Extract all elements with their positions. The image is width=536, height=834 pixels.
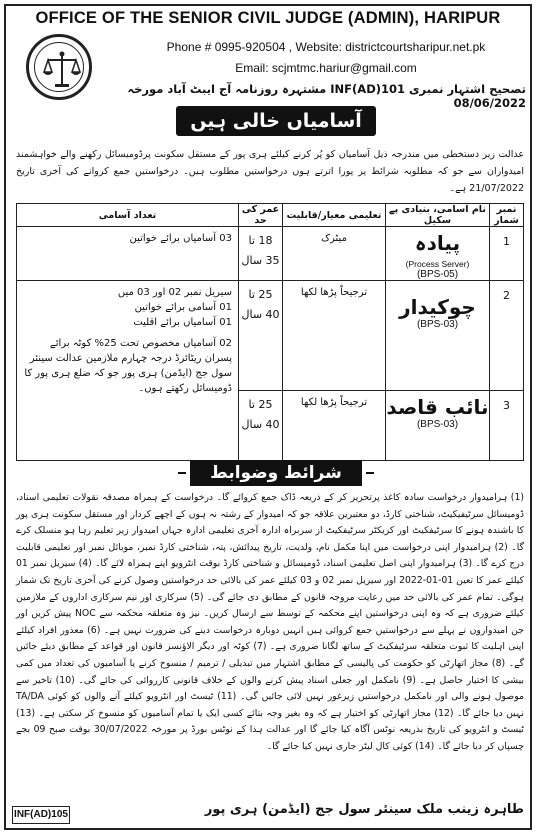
qualification-cell: ترجیحاً پڑھا لکھا bbox=[283, 391, 386, 461]
post-title: پیادہ bbox=[414, 231, 461, 255]
post-count-line: سیریل نمبر 02 اور 03 میں bbox=[117, 287, 232, 298]
qualification-cell: میٹرک bbox=[283, 227, 386, 281]
row-serial: 1 bbox=[490, 227, 524, 281]
pay-scale: (BPS-03) bbox=[416, 419, 459, 430]
vacancies-table bbox=[16, 203, 524, 461]
row-serial: 3 bbox=[490, 391, 524, 461]
header-qualification: تعلیمی معیار/قابلیت bbox=[283, 204, 386, 227]
table-row bbox=[17, 227, 524, 281]
qualification-cell: ترجیحاً پڑھا لکھا bbox=[283, 281, 386, 391]
pay-scale: (BPS-03) bbox=[416, 319, 459, 330]
post-count-line: 02 آسامیاں مخصوص تحت 25% کوٹہ برائے پسران ریٹائرڈ درجہ چہارم ملازمین عدالت سینئر سول جج (ایڈمن) ہری پور جو کہ ضلع ہری پور کا ڈومیسائل رکھتے ہوں۔ bbox=[24, 338, 232, 394]
header-age-limit: عمر کی حد bbox=[239, 204, 283, 227]
terms-body bbox=[16, 490, 524, 756]
post-subtitle: (Process Server) bbox=[405, 259, 470, 269]
email-line: Email: scjmtmc.hariur@gmail.com bbox=[235, 61, 417, 75]
terms-banner: شرائط وضوابط bbox=[190, 460, 362, 486]
table-header-row bbox=[17, 204, 524, 227]
header-serial: نمبر شمار bbox=[490, 204, 524, 227]
signature-line: طاہرہ زینب ملک سینئر سول جج (ایڈمن) ہری پور bbox=[204, 802, 524, 817]
age-cell bbox=[239, 391, 283, 461]
post-count-cell bbox=[17, 281, 239, 461]
post-count-line: 01 آسامی برائے خواتین bbox=[134, 302, 232, 313]
age-min: 18 تا bbox=[248, 234, 273, 247]
advertisement-page bbox=[4, 4, 532, 830]
age-max: 40 سال bbox=[241, 418, 280, 431]
scales-of-justice-icon bbox=[40, 48, 84, 92]
phone-website-line: Phone # 0995-920504 , Website: districtcourtsharipur.net.pk bbox=[166, 40, 486, 54]
intro-paragraph: عدالت زیر دستخطی میں مندرجہ ذیل آسامیاں کو پُر کرنے کیلئے ہری پور کے مستقل سکونت پرڈومیسائل رکھنے والے خواہشمند امیدواران سے جو کہ مطلوبہ شرائط پر پورا اترتے ہوں درخواستیں مطلوب ہیں۔ درخواستیں جمع کروانے کی آخری تاریخ 21/07/2022 ہے۔ bbox=[16, 149, 524, 194]
office-title: OFFICE OF THE SENIOR CIVIL JUDGE (ADMIN), HARIPUR bbox=[35, 9, 501, 27]
correction-notice: تصحیح اشتہار نمبری INF(AD)101 مشتہرہ روزنامہ آج ایبٹ آباد مورخہ 08/06/2022 bbox=[127, 82, 526, 110]
age-min: 25 تا bbox=[248, 288, 273, 301]
age-cell bbox=[239, 281, 283, 391]
reference-tag: INF(AD)105 bbox=[12, 806, 70, 824]
post-count-line: 03 آسامیاں برائے خواتین bbox=[129, 233, 232, 244]
row-serial: 2 bbox=[490, 281, 524, 391]
age-max: 35 سال bbox=[241, 254, 280, 267]
pay-scale: (BPS-05) bbox=[416, 269, 459, 280]
post-count-cell bbox=[17, 227, 239, 281]
post-name-cell bbox=[386, 227, 490, 281]
vacancies-banner: آسامیاں خالی ہیں bbox=[176, 106, 376, 136]
post-title: نائب قاصد bbox=[386, 395, 489, 419]
age-cell bbox=[239, 227, 283, 281]
header-post-count: تعداد آسامی bbox=[17, 204, 239, 227]
post-title: چوکیدار bbox=[399, 295, 476, 319]
terms-paragraph: (1) ہرامیدوار درخواست سادہ کاغذ پرتحریر کر کے ذریعہ ڈاک جمع کروائے گا۔ درخواست کے ہمراہ مصدقہ نقولات تعلیمی اسناد، ڈومیسائل سرٹیفیکیٹ، شناختی کارڈ، دو معتبرین علاقہ جو کہ امیدوار کے رشتہ نہ ہوں کے اچھے کردار اور مستقل سکونت ہری پور کا باشندہ ہونے کا سرٹیفکیٹ اور کریکٹر سرٹیفکیٹ از سربراہ ادارہ آخری تعلیمی ادارہ جہاں امیدوار زیر تعلیم رہا ہو منسلک کرے گا۔ (2) ہرامیدوار اپنی درخواست میں اپنا مکمل نام، ولدیت، تاریخ پیدائش، پتہ، شناختی کارڈ نمبر، موبائل نمبر اور تعلیمی قابلیت درج کرے گا۔ (3) ہرامیدوار اپنی اصل تعلیمی اسناد، ڈومیسائل و شناختی کارڈ بوقت انٹرویو اپنے ہمراہ لائے گا۔ (4) سیریل نمبر 01 کیلئے عمر کا تعین 01-01-2022 اور سیریل نمبر 02 و 03 کیلئے عمر کی بالائی حد درخواستیں وصول کرنے کی آخری تاریخ تک شمار ہوگی۔ تمام عمر کی بالائی حد میں رعایت مروجہ قانون کے مطابق دی جائے گی۔ (5) سرکاری اور نیم سرکاری اداروں کے ملازمین کیلئے ضروری ہے کہ وہ اپنی درخواستیں اپنے محکمہ کے توسط سے ارسال کریں۔ نیز وہ متعلقہ محکمہ سے NOC پیش کریں اور جن امیدواروں نے پہلے سے درخواستیں جمع کروائی ہیں انہیں دوبارہ درخواست دینے کی ضرورت نہیں ہے۔ (6) معذور افراد کیلئے اپنی اہلیت کا ثبوت متعلقہ سرٹیفکیٹ کے ساتھ لگانا ضروری ہے۔ (7) کوٹہ اور دیگر الاؤنسز قانون اور قواعد کے مطابق دیئے جائیں گے۔ (8) مجاز اتھارٹی کو حکومت کی پالیسی کے مطابق اشتہار میں تبدیلی / ترمیم / منسوخ کرنے یا آسامیوں کی تعداد میں کمی بیشی کا اختیار حاصل ہے۔ (9) نامکمل اور جعلی اسناد پیش کرنے والوں کے خلاف قانونی کارروائی کی جائے گی۔ (10) تاخیر سے موصول ہونے والی اور نامکمل درخواستیں زیرغور نہیں لائی جائیں گی۔ (11) ٹیسٹ اور انٹرویو کیلئے آنے والوں کو کوئی TA/DA نہیں دیا جائے گا۔ (12) مجاز اتھارٹی کو اختیار ہے کہ وہ بغیر وجہ بتائے کسی ایک یا تمام آسامیوں کو منسوخ کر سکتی ہے۔ (13) ٹیسٹ و انٹرویو کی تاریخ بذریعہ نوٹس آگاہ کیا جائے گا اور عدالت ہذا کے نوٹس بورڈ پر مورخہ 30/07/2022 بوقت صبح 09 بجے چسپاں کر دیا جائے گا۔ (14) کوئی کال لیٹر جاری نہیں کیا جائے گا۔ bbox=[16, 492, 525, 752]
post-name-cell bbox=[386, 391, 490, 461]
court-seal-logo bbox=[26, 34, 92, 100]
post-count-line: 01 آسامیاں برائے اقلیت bbox=[133, 317, 232, 328]
table-row bbox=[17, 281, 524, 391]
header-post-name: نام آسامی، بنیادی پے سکیل bbox=[386, 204, 490, 227]
age-min: 25 تا bbox=[248, 398, 273, 411]
age-max: 40 سال bbox=[241, 308, 280, 321]
post-name-cell bbox=[386, 281, 490, 391]
